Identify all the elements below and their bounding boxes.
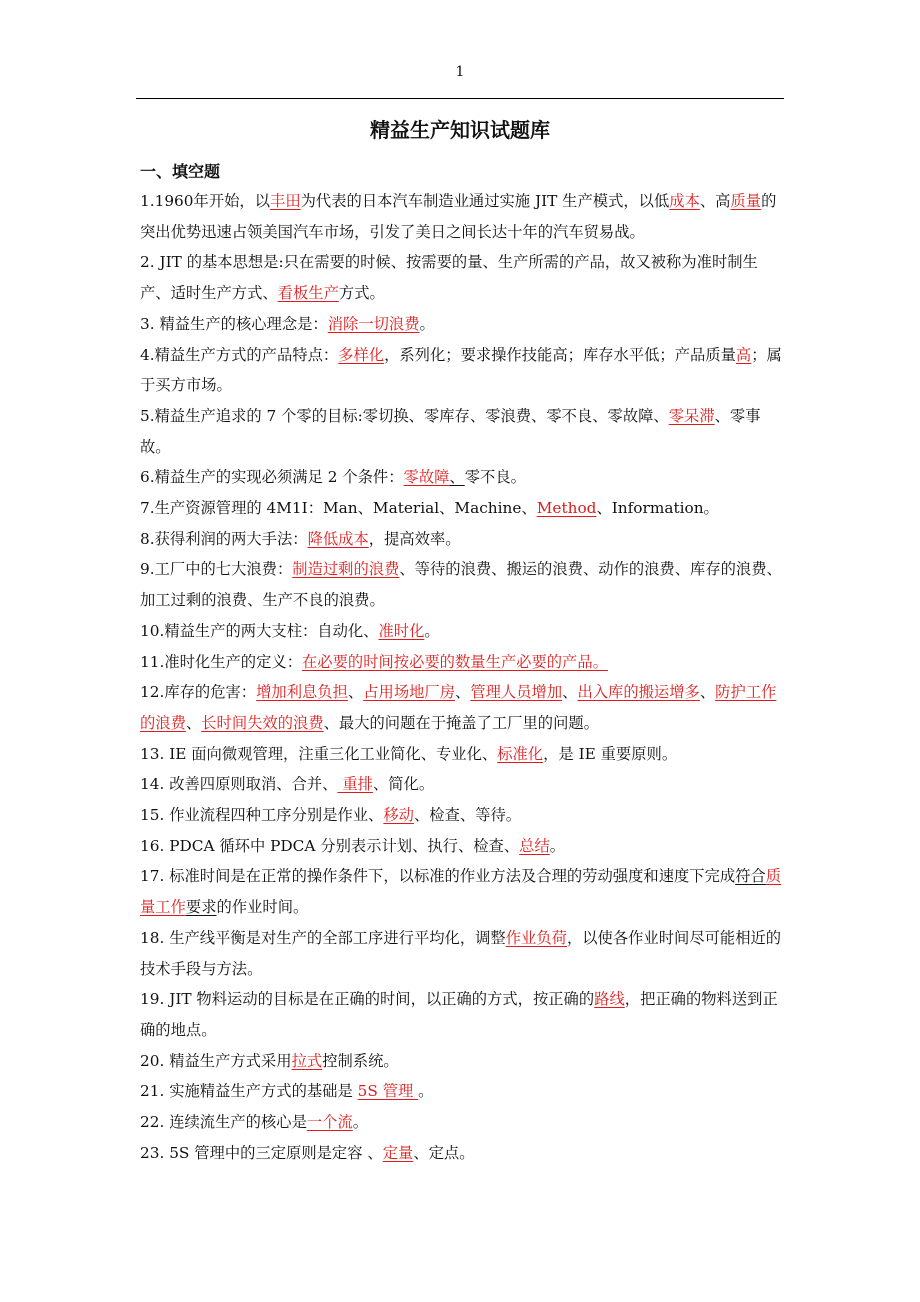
question-item — [140, 677, 785, 738]
question-text: 3. 精益生产的核心理念是： — [140, 314, 328, 333]
question-text: 零不良。 — [464, 468, 526, 487]
question-item — [140, 186, 785, 247]
answer-text: 看板生产 — [277, 284, 339, 303]
answer-text: 路线 — [594, 990, 625, 1009]
question-item — [140, 554, 785, 615]
answer-text: 质量工作 — [140, 867, 782, 917]
question-text: ，以使各作业时间尽可能相近的技术手段与方法。 — [140, 928, 782, 978]
question-text: 16. PDCA 循环中 PDCA 分别表示计划、执行、检查、 — [140, 836, 520, 855]
question-text: 20. 精益生产方式采用 — [140, 1051, 292, 1070]
question-item — [140, 984, 785, 1045]
question-text: 10.精益生产的两大支柱：自动化、 — [140, 621, 379, 640]
question-item — [140, 1138, 785, 1169]
question-text: 12.库存的危害： — [140, 683, 257, 702]
question-item — [140, 800, 785, 831]
question-text: 、高 — [699, 192, 731, 210]
question-item — [140, 739, 785, 770]
answer-text: 移动 — [383, 806, 414, 825]
question-text: 19. JIT 物料运动的目标是在正确的时间，以正确的方式，按正确的 — [140, 990, 595, 1009]
question-text: 、Information。 — [596, 499, 719, 518]
answer-text: 增加利息负担 — [256, 683, 348, 702]
answer-text: 高 — [735, 345, 752, 364]
answer-text: 重排 — [337, 775, 373, 794]
answer-text: 在必要的时间按必要的数量生产必要的产品。 — [302, 652, 608, 671]
question-text: 。 — [352, 1113, 369, 1132]
question-text: 、 — [347, 683, 364, 702]
question-text: 、 — [455, 683, 471, 702]
question-text: 。 — [419, 314, 435, 333]
question-text: ，系列化；要求操作技能高；库存水平低；产品质量 — [384, 345, 736, 364]
question-text: 17. 标准时间是在正常的操作条件下，以标准的作业方法及合理的劳动强度和速度下完成 — [140, 867, 736, 886]
question-text: 、零事故。 — [140, 406, 761, 456]
answer-text: 制造过剩的浪费 — [292, 560, 400, 579]
question-text: 23. 5S 管理中的三定原则是定容 、 — [140, 1143, 383, 1162]
document-title: 精益生产知识试题库 — [370, 118, 550, 142]
question-text: 、最大的问题在于掩盖了工厂里的问题。 — [323, 713, 599, 732]
question-text: 为代表的日本汽车制造业通过实施 JIT 生产模式，以低 — [300, 192, 670, 210]
question-text: 的突出优势迅速占领美国汽车市场，引发了美日之间长达十年的汽车贸易战。 — [140, 192, 777, 241]
question-text: 。 — [424, 621, 440, 640]
question-text: 、等待的浪费、搬运的浪费、动作的浪费、库存的浪费、加工过剩的浪费、生产不良的浪费。 — [140, 560, 782, 610]
answer-text: 拉式 — [291, 1051, 323, 1070]
answer-text: 零故障 — [403, 468, 450, 487]
question-item — [140, 831, 785, 862]
answer-text: 占用场地厂房 — [363, 683, 456, 702]
question-item — [140, 524, 785, 555]
question-text: 13. IE 面向微观管理，注重三化工业简化、专业化、 — [140, 744, 498, 763]
answer-text: 定量 — [382, 1143, 414, 1162]
underlined-text: 要求 — [185, 898, 217, 917]
question-text: 、 — [185, 713, 202, 732]
question-item — [140, 769, 785, 800]
underlined-text: 、 — [449, 468, 465, 487]
question-item — [140, 340, 785, 401]
answer-text: 丰田 — [270, 192, 301, 210]
answer-text: 出入库的搬运增多 — [577, 683, 700, 702]
answer-text: 成本 — [669, 192, 700, 210]
question-item — [140, 309, 785, 340]
question-text: 4.精益生产方式的产品特点： — [140, 345, 339, 364]
question-text: 11.准时化生产的定义： — [140, 652, 302, 671]
question-list — [140, 186, 785, 1169]
answer-text: 总结 — [519, 836, 550, 855]
question-text: ，提高效率。 — [368, 529, 461, 548]
question-item — [140, 462, 785, 493]
question-item — [140, 647, 785, 678]
question-text: 的作业时间。 — [216, 898, 309, 917]
question-item — [140, 616, 785, 647]
question-text: 7.生产资源管理的 4M1I：Man、Material、Machine、 — [140, 499, 537, 518]
question-text: 2. JIT 的基本思想是:只在需要的时候、按需要的量、生产所需的产品，故又被称为准时制生产、适时生产方式、 — [140, 253, 758, 303]
question-text: 方式。 — [338, 284, 385, 303]
question-item — [140, 1046, 785, 1077]
question-text: 1.1960年开始，以 — [140, 192, 271, 210]
question-text: 、 — [562, 683, 578, 702]
underlined-text: 符合 — [735, 867, 766, 886]
question-text: 9.工厂中的七大浪费： — [140, 560, 293, 579]
question-text: 14. 改善四原则取消、合并、 — [140, 775, 338, 794]
question-item — [140, 1076, 785, 1107]
answer-text: 降低成本 — [307, 529, 369, 548]
answer-text: 防护工作的浪费 — [140, 683, 777, 732]
question-text: 。 — [418, 1082, 434, 1101]
question-text: 22. 连续流生产的核心是 — [140, 1113, 307, 1132]
answer-text: 标准化 — [497, 744, 544, 763]
question-text: 8.获得利润的两大手法： — [140, 529, 308, 548]
answer-text: 消除一切浪费 — [327, 314, 420, 333]
answer-text: 作业负荷 — [505, 928, 567, 947]
answer-text: Method — [536, 499, 597, 518]
question-text: 控制系统。 — [322, 1051, 399, 1070]
question-item — [140, 1107, 785, 1138]
header-rule — [136, 98, 784, 99]
answer-text: 质量 — [730, 192, 762, 210]
question-text: 6.精益生产的实现必须满足 2 个条件： — [140, 468, 404, 487]
answer-text: 零呆滞 — [668, 406, 715, 425]
answer-text: 管理人员增加 — [470, 683, 563, 702]
question-text: 18. 生产线平衡是对生产的全部工序进行平均化，调整 — [140, 928, 506, 947]
question-text: 、检查、等待。 — [413, 806, 522, 825]
section-heading: 一、填空题 — [140, 162, 221, 181]
question-text: 、 — [699, 683, 716, 702]
question-text: ，是 IE 重要原则。 — [543, 744, 678, 763]
question-item — [140, 493, 785, 524]
answer-text: 多样化 — [338, 345, 385, 364]
question-text: 。 — [549, 836, 566, 855]
answer-text: 准时化 — [378, 621, 425, 640]
question-text: 15. 作业流程四种工序分别是作业、 — [140, 806, 384, 825]
question-text: 、定点。 — [413, 1143, 475, 1162]
question-text: ，把正确的物料送到正确的地点。 — [140, 990, 778, 1039]
answer-text: 长时间失效的浪费 — [201, 713, 324, 732]
question-text: 5.精益生产追求的 7 个零的目标:零切换、零库存、零浪费、零不良、零故障、 — [140, 406, 669, 425]
question-item — [140, 861, 785, 922]
question-item — [140, 401, 785, 462]
question-item — [140, 247, 785, 308]
page-number: 1 — [455, 64, 465, 80]
question-item — [140, 923, 785, 984]
question-text: 、简化。 — [372, 775, 435, 794]
question-text: 21. 实施精益生产方式的基础是 — [140, 1082, 358, 1101]
question-text: ；属于买方市场。 — [140, 345, 782, 395]
answer-text: 5S 管理 — [357, 1082, 419, 1101]
answer-text: 一个流 — [306, 1113, 353, 1132]
